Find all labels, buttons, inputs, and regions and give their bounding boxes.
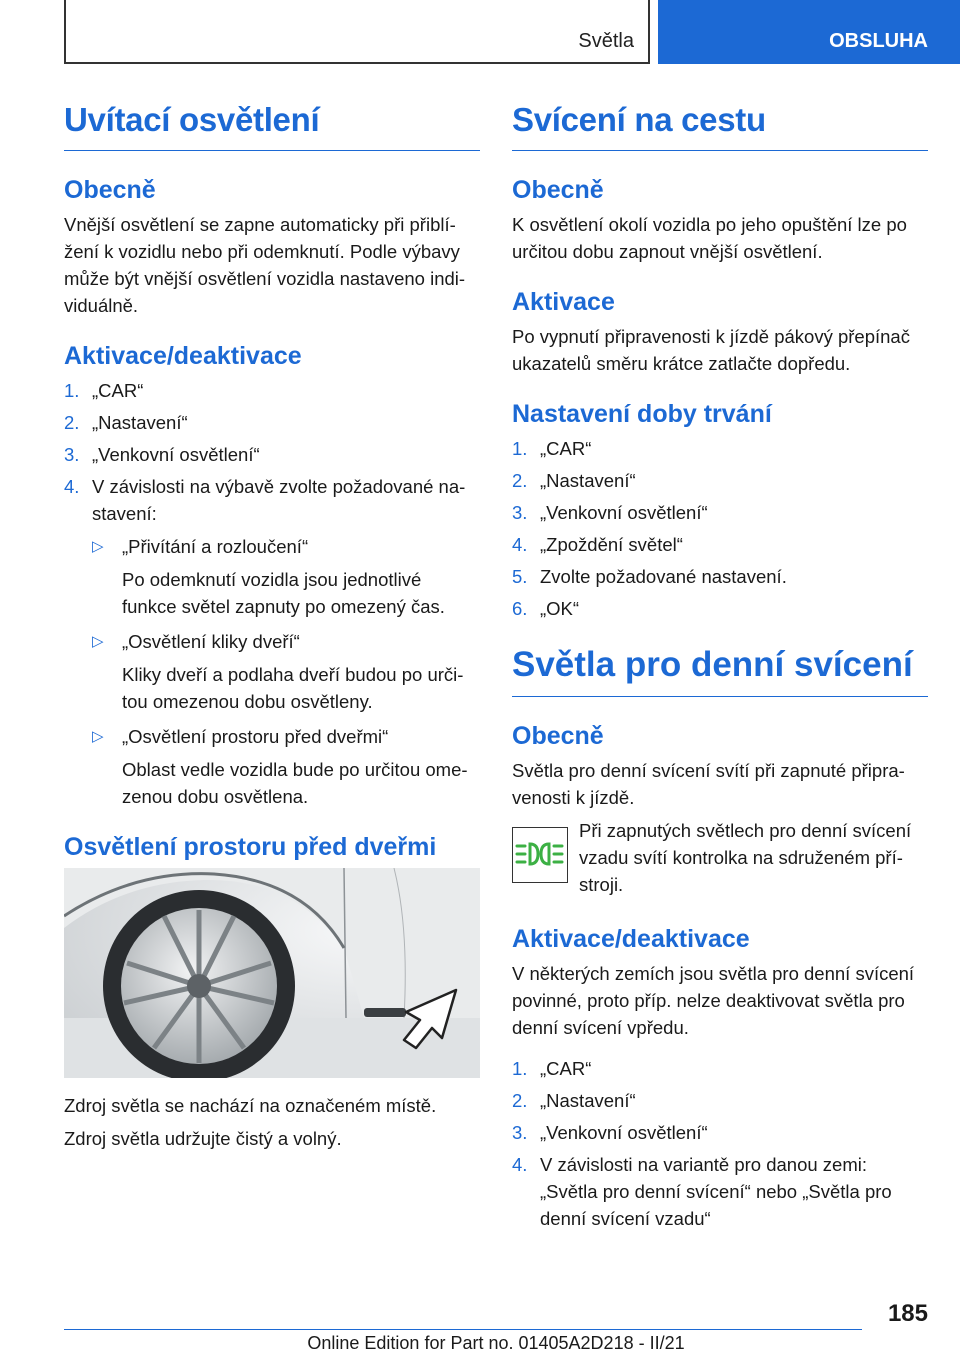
drl-note (512, 817, 928, 898)
step-number: 2. (512, 469, 528, 491)
option-name: „Přivítání a rozloučení“ (122, 535, 309, 557)
list-item (512, 1087, 928, 1114)
triangle-right-icon: ▷ (92, 632, 104, 650)
drl-steps-list (512, 1055, 928, 1232)
list-item (64, 409, 480, 436)
option-item (92, 723, 480, 810)
header-tab-label: OBSLUHA (829, 30, 928, 52)
option-item (92, 533, 480, 620)
list-item (512, 435, 928, 462)
welcome-steps-list (64, 377, 480, 810)
welcome-general-heading: Obecně (64, 175, 156, 204)
path-general-text: K osvětlení okolí vozidla po jeho opuštění lze po určitou dobu zapnout vnější osvětlení. (512, 213, 907, 262)
path-light-title: Svícení na cestu (512, 100, 928, 151)
list-item (512, 499, 928, 526)
door-area-section (64, 832, 480, 1152)
step-text: V závislosti na variantě pro danou zemi: „Světla pro denní svícení“ nebo „Světla pro denní svícení vzadu“ (540, 1153, 892, 1229)
step-text: Zvolte požadované nastavení. (540, 565, 787, 587)
list-item (512, 1055, 928, 1082)
drl-activation-text: V některých zemích jsou světla pro denní svícení povinné, proto příp. nelze deaktivovat světla pro denní svícení vpředu. (512, 962, 915, 1038)
door-area-text-1: Zdroj světla se nachází na označeném místě. (64, 1094, 437, 1116)
option-desc: Po odemknutí vozidla jsou jednotlivé funkce světel zapnuty po omezený čas. (122, 568, 445, 617)
welcome-general-text: Vnější osvětlení se zapne automaticky při přiblí‐žení k vozidlu nebo při odemknutí. Podle výbavy může být vnější osvětlení vozidla nastaveno indi‐viduálně. (64, 213, 466, 316)
welcome-activation-heading: Aktivace/deaktivace (64, 341, 302, 370)
step-text: „Zpoždění světel“ (540, 533, 683, 555)
drl-activation-section (512, 924, 928, 1232)
footer-edition-text: Online Edition for Part no. 01405A2D218 - II/21 (307, 1333, 685, 1353)
step-number: 1. (512, 437, 528, 459)
list-item (512, 595, 928, 622)
step-text: „Nastavení“ (540, 1089, 636, 1111)
step-text: „Nastavení“ (92, 411, 188, 433)
list-item (512, 1119, 928, 1146)
duration-section (512, 399, 928, 622)
daytime-running-light-icon (512, 827, 568, 883)
drl-note-text: Při zapnutých světlech pro denní svícení vzadu svítí kontrolka na sdruženém pří‐stroji. (579, 819, 912, 895)
option-desc: Oblast vedle vozidla bude po určitou ome‐zenou dobu osvětlena. (122, 758, 468, 807)
step-text: V závislosti na výbavě zvolte požadované na‐stavení: (92, 475, 466, 524)
drl-activation-heading: Aktivace/deaktivace (512, 924, 750, 953)
options-list (92, 533, 480, 810)
drl-general-text: Světla pro denní svícení svítí při zapnuté připra‐venosti k jízdě. (512, 759, 905, 808)
list-item (512, 563, 928, 590)
list-item (64, 473, 480, 810)
step-number: 3. (512, 501, 528, 523)
header-section-label: Světla (578, 30, 634, 52)
drl-general-section (512, 721, 928, 898)
door-area-heading: Osvětlení prostoru před dveřmi (64, 832, 437, 861)
option-name: „Osvětlení kliky dveří“ (122, 630, 300, 652)
path-activation-section (512, 287, 928, 377)
path-general-section (512, 175, 928, 265)
list-item (512, 1151, 928, 1232)
header-frame (64, 0, 650, 64)
step-text: „CAR“ (540, 1057, 592, 1079)
step-number: 3. (512, 1121, 528, 1143)
step-number: 2. (64, 411, 80, 433)
list-item (64, 441, 480, 468)
step-number: 4. (512, 1153, 528, 1175)
option-name: „Osvětlení prostoru před dveřmi“ (122, 725, 389, 747)
left-column (64, 100, 480, 1174)
header-chapter-tab (658, 0, 960, 64)
step-text: „Nastavení“ (540, 469, 636, 491)
path-activation-heading: Aktivace (512, 287, 615, 316)
list-item (512, 467, 928, 494)
step-number: 2. (512, 1089, 528, 1111)
path-general-heading: Obecně (512, 175, 604, 204)
step-text: „Venkovní osvětlení“ (92, 443, 260, 465)
step-number: 1. (64, 379, 80, 401)
step-number: 3. (64, 443, 80, 465)
step-number: 4. (64, 475, 80, 497)
step-text: „CAR“ (92, 379, 144, 401)
option-desc: Kliky dveří a podlaha dveří budou po urči‐tou omezenou dobu osvětleny. (122, 663, 464, 712)
list-item (512, 531, 928, 558)
welcome-activation-section (64, 341, 480, 810)
duration-steps-list (512, 435, 928, 622)
drl-general-heading: Obecně (512, 721, 604, 750)
car-wheel-door-photo (64, 868, 480, 1078)
triangle-right-icon: ▷ (92, 727, 104, 745)
drl-title: Světla pro denní svícení (512, 644, 928, 697)
list-item (64, 377, 480, 404)
step-number: 6. (512, 597, 528, 619)
welcome-light-title: Uvítací osvětlení (64, 100, 480, 151)
car-wheel-illustration (64, 868, 480, 1078)
right-column (512, 100, 928, 1237)
path-activation-text: Po vypnutí připravenosti k jízdě pákový přepínač ukazatelů směru krátce zatlačte dopředu. (512, 325, 910, 374)
step-number: 5. (512, 565, 528, 587)
duration-heading: Nastavení doby trvání (512, 399, 772, 428)
page-number: 185 (887, 1300, 928, 1327)
welcome-general-section (64, 175, 480, 319)
step-text: „OK“ (540, 597, 580, 619)
step-text: „Venkovní osvětlení“ (540, 1121, 708, 1143)
door-area-text-2: Zdroj světla udržujte čistý a volný. (64, 1127, 342, 1149)
step-text: „CAR“ (540, 437, 592, 459)
option-item (92, 628, 480, 715)
step-number: 1. (512, 1057, 528, 1079)
step-text: „Venkovní osvětlení“ (540, 501, 708, 523)
triangle-right-icon: ▷ (92, 537, 104, 555)
footer-divider (64, 1329, 862, 1330)
step-number: 4. (512, 533, 528, 555)
